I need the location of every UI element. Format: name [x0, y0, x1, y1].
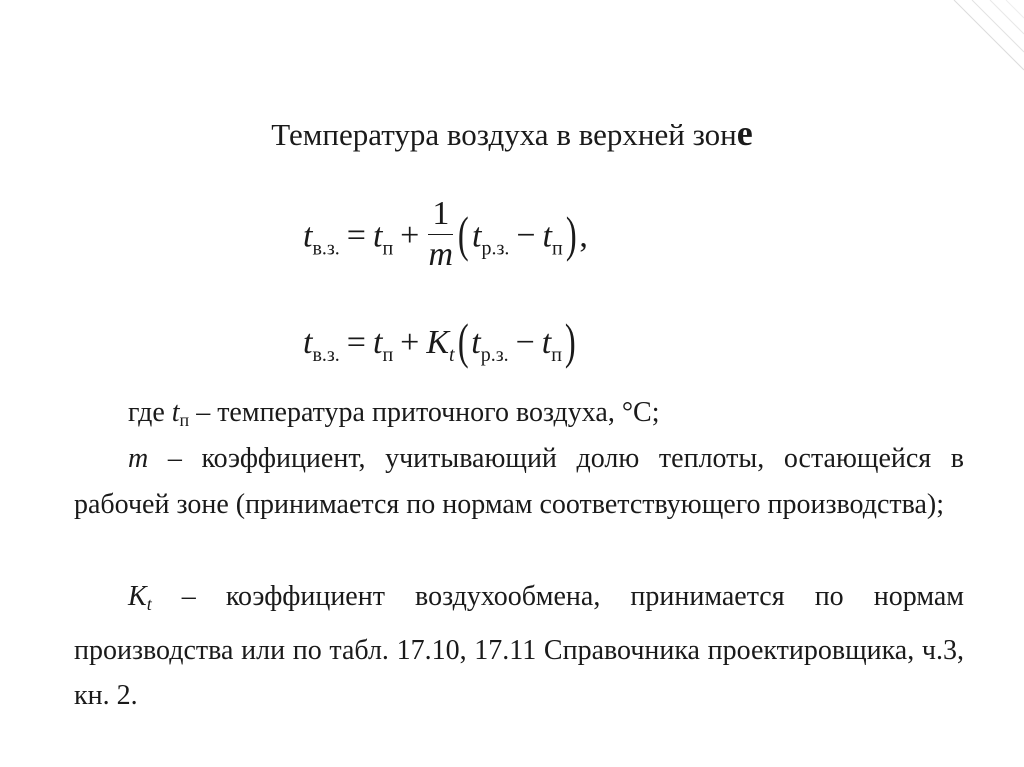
formula-2-k-sub: t — [449, 344, 455, 366]
definition-1-var: t — [171, 397, 180, 428]
formula-2-t2-sub: р.з. — [480, 344, 509, 366]
corner-decoration — [944, 0, 1024, 90]
formula-1-lhs-sub: в.з. — [312, 237, 340, 260]
formula-2-lhs-var: t — [303, 324, 313, 361]
definition-3-var-sub: t — [146, 594, 152, 614]
formula-1-t1-sub: п — [382, 237, 394, 260]
formula-2-eq: = — [346, 324, 366, 361]
formula-1-fraction — [428, 194, 453, 275]
formula-1-plus: + — [400, 217, 420, 255]
definition-2-var: m — [128, 443, 149, 474]
formula-2 — [303, 312, 579, 370]
formula-2-rparen: ) — [564, 313, 576, 369]
definition-1-text: – температура приточного воздуха, °С; — [189, 397, 660, 428]
formula-1-t2-sub: р.з. — [481, 237, 510, 260]
definition-m — [74, 436, 964, 527]
formula-2-minus: − — [515, 324, 535, 361]
formula-2-lhs-sub: в.з. — [312, 344, 340, 366]
formula-1-lparen: ( — [458, 206, 470, 263]
formula-2-plus: + — [400, 324, 420, 361]
formula-1-eq: = — [346, 217, 366, 255]
formula-2-k: K — [426, 324, 450, 361]
formula-2-t1: t — [372, 324, 383, 361]
formula-2-t3-sub: п — [551, 344, 562, 366]
slide-title — [0, 112, 1024, 154]
formula-2-t1-sub: п — [382, 344, 394, 366]
formula-1-lhs-var: t — [303, 217, 313, 255]
formula-1-t2: t — [471, 217, 482, 255]
definition-2-text: – коэффициент, учитывающий долю теплоты, остающейся в рабочей зоне (принимается по нормам соответствующего производства); — [74, 443, 964, 520]
definition-kt — [74, 574, 964, 719]
formula-2-lparen: ( — [457, 313, 469, 369]
formula-1-t3-sub: п — [551, 237, 563, 260]
slide-title-main: Температура воздуха в верхней зон — [271, 117, 737, 152]
formula-2-t2: t — [471, 324, 481, 361]
formula-1-frac-num: 1 — [428, 194, 453, 235]
formula-1-rparen: ) — [565, 206, 577, 263]
formula-1-t1: t — [372, 217, 383, 255]
formula-2-t3: t — [541, 324, 552, 361]
formula-1-trail: , — [579, 217, 588, 255]
definition-1-prefix: где — [128, 397, 172, 428]
formula-1-frac-den: m — [428, 236, 454, 273]
formula-1-t3: t — [542, 217, 552, 255]
definition-1-var-sub: п — [179, 410, 190, 430]
formula-1-minus: − — [516, 217, 536, 255]
definition-3-text: – коэффициент воздухообмена, принимается по нормам производства или по табл. 17.10, 17.11 Справочника проектировщика, ч.3, кн. 2. — [74, 581, 964, 711]
slide-title-last-letter: е — [736, 113, 753, 153]
definition-3-var: K — [128, 581, 147, 612]
formula-1 — [303, 195, 588, 279]
